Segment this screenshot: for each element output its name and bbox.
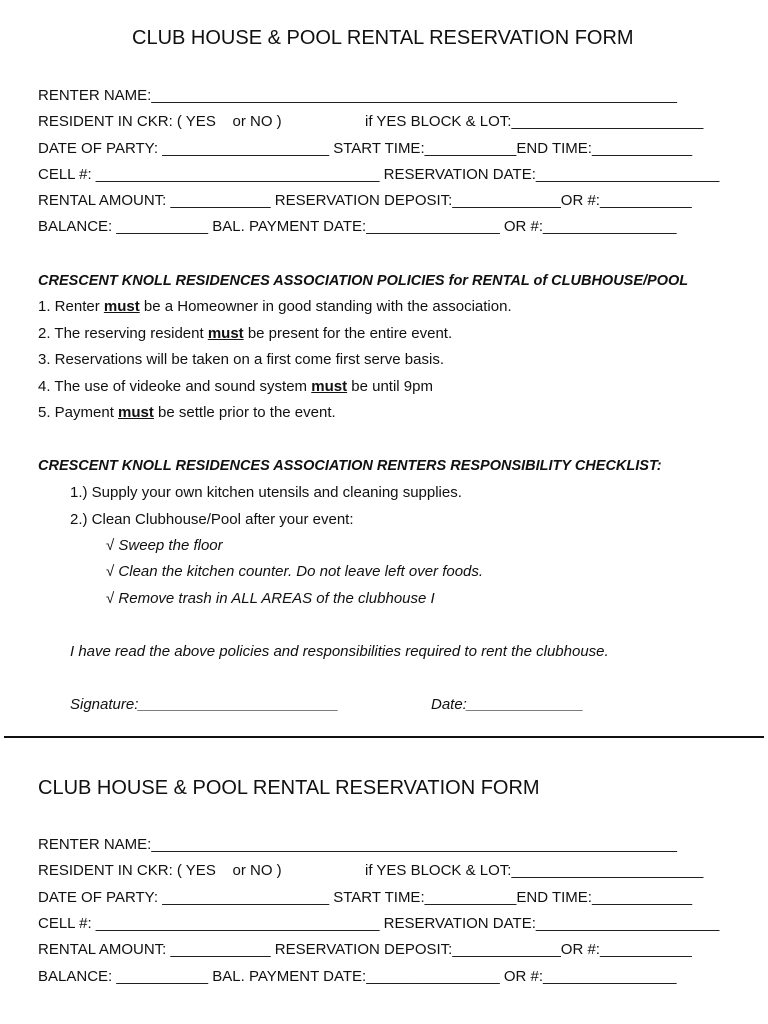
- resident-field[interactable]: RESIDENT IN CKR: ( YES or NO ) if YES BLOCK & LOT:_______________________: [38, 862, 704, 879]
- checklist-item: 1.) Supply your own kitchen utensils and cleaning supplies.: [70, 484, 462, 501]
- policy-item: 5. Payment must be settle prior to the event.: [38, 404, 336, 421]
- checklist-subitem: √ Clean the kitchen counter. Do not leave left over foods.: [106, 563, 484, 580]
- checklist-subitem: √ Sweep the floor: [106, 537, 223, 554]
- acknowledgement-statement: I have read the above policies and responsibilities required to rent the clubhouse.: [70, 643, 609, 660]
- cell-field[interactable]: CELL #: __________________________________ RESERVATION DATE:______________________: [38, 166, 720, 183]
- cell-field[interactable]: CELL #: __________________________________ RESERVATION DATE:______________________: [38, 915, 720, 932]
- page-divider: [4, 736, 764, 738]
- date-of-party-field[interactable]: DATE OF PARTY: ____________________ START TIME:___________END TIME:____________: [38, 140, 693, 157]
- resident-field[interactable]: RESIDENT IN CKR: ( YES or NO ) if YES BLOCK & LOT:_______________________: [38, 113, 704, 130]
- policy-item: 4. The use of videoke and sound system must be until 9pm: [38, 378, 433, 395]
- renter-name-field[interactable]: RENTER NAME:_______________________________________________________________: [38, 836, 677, 853]
- policy-item: 1. Renter must be a Homeowner in good standing with the association.: [38, 298, 512, 315]
- signature-field[interactable]: Signature:________________________: [70, 696, 339, 713]
- date-field[interactable]: Date:______________: [431, 696, 584, 713]
- form-title: CLUB HOUSE & POOL RENTAL RESERVATION FORM: [132, 27, 634, 49]
- policy-item: 3. Reservations will be taken on a first come first serve basis.: [38, 351, 444, 368]
- rental-amount-field[interactable]: RENTAL AMOUNT: ____________ RESERVATION DEPOSIT:_____________OR #:___________: [38, 941, 692, 958]
- balance-field[interactable]: BALANCE: ___________ BAL. PAYMENT DATE:________________ OR #:________________: [38, 968, 677, 985]
- renter-name-field[interactable]: RENTER NAME:_______________________________________________________________: [38, 87, 677, 104]
- checklist-header: CRESCENT KNOLL RESIDENCES ASSOCIATION RENTERS RESPONSIBILITY CHECKLIST:: [38, 458, 662, 474]
- policy-item: 2. The reserving resident must be present for the entire event.: [38, 325, 453, 342]
- checklist-subitem: √ Remove trash in ALL AREAS of the clubhouse I: [106, 590, 435, 607]
- balance-field[interactable]: BALANCE: ___________ BAL. PAYMENT DATE:________________ OR #:________________: [38, 218, 677, 235]
- rental-amount-field[interactable]: RENTAL AMOUNT: ____________ RESERVATION DEPOSIT:_____________OR #:___________: [38, 192, 692, 209]
- form-title: CLUB HOUSE & POOL RENTAL RESERVATION FORM: [38, 777, 540, 799]
- date-of-party-field[interactable]: DATE OF PARTY: ____________________ START TIME:___________END TIME:____________: [38, 889, 693, 906]
- checklist-item: 2.) Clean Clubhouse/Pool after your event:: [70, 511, 354, 528]
- policies-header: CRESCENT KNOLL RESIDENCES ASSOCIATION POLICIES for RENTAL of CLUBHOUSE/POOL: [38, 273, 689, 289]
